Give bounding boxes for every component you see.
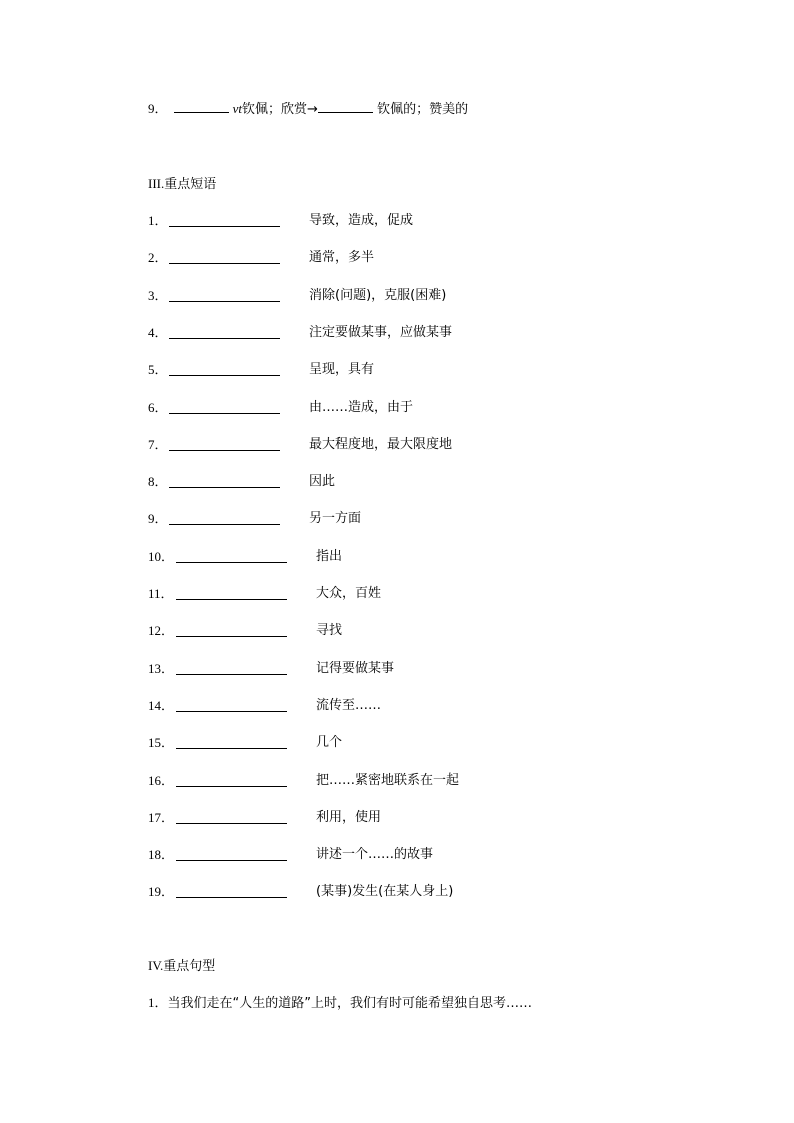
phrase-definition: 另一方面	[309, 511, 362, 526]
item-number: 4．	[148, 325, 168, 340]
answer-blank[interactable]	[169, 363, 280, 376]
item-number: 18．	[148, 847, 175, 862]
answer-blank[interactable]	[176, 811, 287, 824]
answer-blank[interactable]	[169, 326, 280, 339]
section-numeral: IV.	[148, 958, 164, 973]
phrase-definition: 由……造成，由于	[309, 400, 414, 415]
answer-blank[interactable]	[176, 848, 287, 861]
phrase-definition: 记得要做某事	[316, 661, 395, 676]
section-numeral: III.	[148, 176, 165, 191]
phrase-definition: 利用，使用	[316, 810, 382, 825]
item-number: 8．	[148, 474, 168, 489]
answer-blank[interactable]	[176, 587, 287, 600]
item-number: 19．	[148, 884, 175, 899]
phrase-definition: 几个	[316, 735, 343, 750]
sentence-item-1	[148, 994, 532, 1013]
item-number: 16．	[148, 773, 175, 788]
answer-blank[interactable]	[169, 401, 280, 414]
answer-blank[interactable]	[169, 251, 280, 264]
item-number: 13．	[148, 661, 175, 676]
answer-blank[interactable]	[169, 475, 280, 488]
section-heading-sentences	[148, 957, 215, 976]
answer-blank[interactable]	[169, 214, 280, 227]
item-number: 11．	[148, 586, 174, 601]
phrase-definition: 呈现，具有	[309, 362, 375, 377]
item-number: 1．	[148, 995, 168, 1010]
phrase-definition: 注定要做某事，应做某事	[309, 325, 453, 340]
answer-blank[interactable]	[176, 662, 287, 675]
answer-blank[interactable]	[169, 512, 280, 525]
phrase-definition: 指出	[316, 549, 343, 564]
answer-blank[interactable]	[176, 736, 287, 749]
item-number: 9．	[148, 511, 168, 526]
answer-blank[interactable]	[176, 699, 287, 712]
phrase-definition: 消除(问题)，克服(困难)	[309, 288, 447, 303]
answer-blank[interactable]	[176, 624, 287, 637]
answer-blank[interactable]	[169, 438, 280, 451]
item-number: 2．	[148, 250, 168, 265]
item-number: 12．	[148, 623, 175, 638]
item-number: 9．	[148, 101, 168, 116]
phrase-definition: 导致，造成，促成	[309, 213, 414, 228]
phrase-definition: 大众，百姓	[316, 586, 382, 601]
item-number: 5．	[148, 362, 168, 377]
vocab-item-9	[148, 100, 468, 119]
phrase-definition: 把……紧密地联系在一起	[316, 773, 460, 788]
item-number: 7．	[148, 437, 168, 452]
answer-blank[interactable]	[174, 100, 229, 113]
item-number: 1．	[148, 213, 168, 228]
definition: 钦佩；欣赏→	[242, 102, 318, 117]
answer-blank[interactable]	[318, 100, 373, 113]
phrase-definition: 寻找	[316, 623, 343, 638]
item-number: 3．	[148, 288, 168, 303]
answer-blank[interactable]	[176, 550, 287, 563]
phrase-definition: 通常，多半	[309, 250, 375, 265]
item-number: 14．	[148, 698, 175, 713]
phrase-definition: 因此	[309, 474, 336, 489]
section-heading-phrases	[148, 175, 216, 194]
phrase-definition: 流传至……	[316, 698, 382, 713]
phrase-definition: 讲述一个……的故事	[316, 847, 434, 862]
section-title: 重点句型	[163, 959, 216, 974]
answer-blank[interactable]	[169, 289, 280, 302]
phrase-definition: 最大程度地，最大限度地	[309, 437, 453, 452]
answer-blank[interactable]	[176, 774, 287, 787]
answer-blank[interactable]	[176, 885, 287, 898]
definition: 钦佩的；赞美的	[377, 102, 469, 117]
phrase-definition: (某事)发生(在某人身上)	[316, 884, 454, 899]
item-number: 17．	[148, 810, 175, 825]
section-title: 重点短语	[164, 177, 217, 192]
item-number: 6．	[148, 400, 168, 415]
sentence-text: 当我们走在“人生的道路”上时，我们有时可能希望独自思考……	[167, 996, 532, 1011]
item-number: 10．	[148, 549, 175, 564]
item-number: 15．	[148, 735, 175, 750]
part-of-speech: vt	[232, 101, 243, 116]
